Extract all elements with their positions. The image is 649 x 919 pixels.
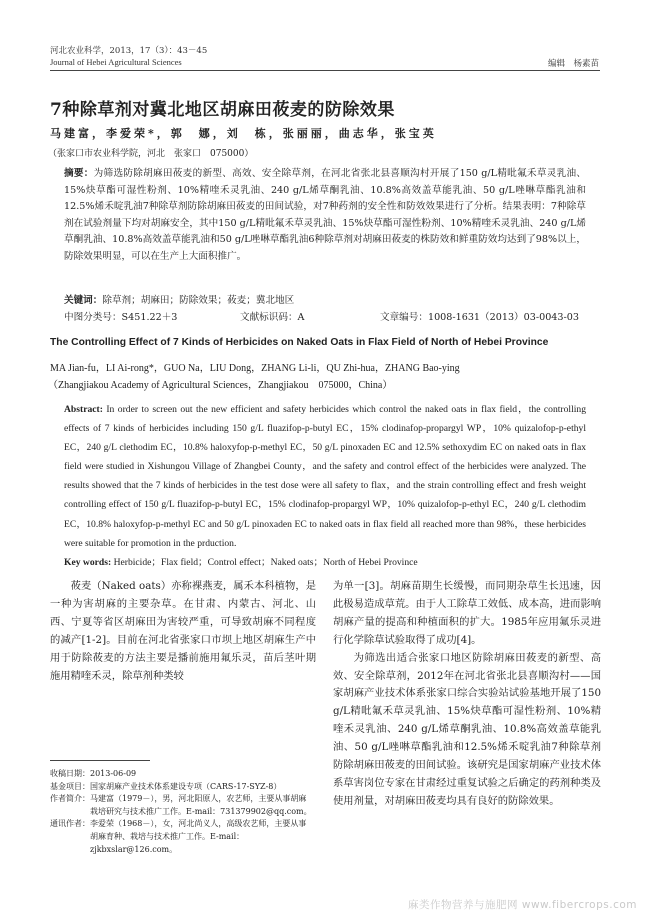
english-title: The Controlling Effect of 7 Kinds of Herbicides on Naked Oats in Flax Field of North of Hebei Province — [50, 337, 549, 348]
abstract-en-text: In order to screen out the new efficient and safety herbicides which control the naked oats in flax field，the controlling effects of 7 kinds of herbicides including 150 g/L fluazifop-p-butyl EC，15% clodinafop-propargyl WP，10% quizalofop-p-ethyl EC，240 g/L clethodim EC，10.8% haloxyfop-p-methyl EC，50 g/L pinoxaden EC and 12.5% sethoxydim EC on naked oats in flax field were studied in Xishungou Village of Zhangbei County，and the safety and control effect of the herbicides were analyzed. The results showed that the 7 kinds of herbicides in the test dose were all safety to flax，and the strain controlling effect and fresh weight controlling effect of 150 g/L fluazifop-p-butyl EC，15% clodinafop-propargyl WP，10% quizalofop-p-ethyl EC，240 g/L clethodim EC，10.8% haloxyfop-p-methyl EC and 50 g/L pinoxaden EC to naked oats in flax field all reached more than 98%，these herbicides were suitable for promotion in the prduction. — [64, 404, 586, 549]
body-paragraph: 为筛选出适合张家口地区防除胡麻田莜麦的新型、高效、安全除草剂，2012年在河北省张北县喜顺沟村——国家胡麻产业技术体系张家口综合实验站试验基地开展了150 g/L精吡氟禾草灵乳油、15%炔草酯可湿性粉剂、10%精喹禾灵乳油、240 g/L烯草酮乳油、10.8%高效盖草能乳油、50 g/L唑啉草酯乳油和12.5%烯禾啶乳油7种除草剂防除胡麻田莜麦的田间试验。该研究是国家胡麻产业技术体系草害岗位专家在甘肃经过重复试验之后确定的药剂种类及使用剂量，对胡麻田莜麦均具有良好的防除效果。 — [333, 651, 601, 807]
body-left-column — [50, 578, 316, 685]
document-code: 文献标识码：A — [240, 312, 305, 323]
paper-title: 7种除草剂对冀北地区胡麻田莜麦的防除效果 — [50, 100, 395, 120]
fund-note — [50, 781, 314, 794]
abstract-cn-label: 摘要： — [64, 168, 94, 179]
english-authors: MA Jian-fu，LI Ai-rong*，GUO Na，LIU Dong，ZHANG Li-li，QU Zhi-hua，ZHANG Bao-ying — [50, 363, 460, 374]
abstract-en — [64, 400, 586, 553]
footnote-rule — [50, 760, 150, 761]
abstract-cn — [64, 166, 586, 266]
body-paragraph: 莜麦（Naked oats）亦称裸燕麦，属禾本科植物，是一种为害胡麻的主要杂草。在甘肃、内蒙古、河北、山西、宁夏等省区胡麻田为害较严重，可导致胡麻不同程度的减产[1-2]。目前在河北省张家口市坝上地区胡麻生产中用于防除莜麦的方法主要是播前施用氟乐灵，苗后茎叶期施用精喹禾灵，除草剂种类较 — [50, 580, 316, 682]
english-affiliation: （Zhangjiakou Academy of Agricultural Sciences，Zhangjiakou 075000，China） — [48, 380, 393, 391]
abstract-en-label: Abstract: — [64, 404, 103, 415]
keywords-cn — [64, 292, 294, 306]
journal-name-en: Journal of Hebei Agricultural Sciences — [50, 57, 182, 67]
clc-number: 中图分类号：S451.22＋3 — [64, 312, 178, 323]
body-paragraph: 为单一[3]。胡麻苗期生长缓慢，而同期杂草生长迅速，因此极易造成草荒。由于人工除草工效低、成本高，进而影响胡麻产量的提高和种植面积的扩大。1985年应用氟乐灵进行化学除草试验取得了成功[4]。 — [333, 580, 601, 646]
article-number: 文章编号：1008-1631（2013）03-0043-03 — [380, 312, 579, 323]
author-note-label: 作者简介： — [50, 794, 90, 804]
journal-citation: 河北农业科学，2013，17（3）：43－45 — [50, 46, 208, 56]
corresponding-note — [50, 818, 314, 856]
corresponding-label: 通讯作者： — [50, 819, 90, 829]
keywords-en-text: Herbicide；Flax field；Control effect；Naked oats；North of Hebei Province — [113, 557, 418, 568]
fund-label: 基金项目： — [50, 781, 90, 791]
abstract-cn-text: 为筛选防除胡麻田莜麦的新型、高效、安全除草剂，在河北省张北县喜顺沟村开展了150 g/L精吡氟禾草灵乳油、15%炔草酯可湿性粉剂、10%精喹禾灵乳油、240 g/L烯草酮乳油、10.8%高效盖草能乳油、50 g/L唑啉草酯乳油和12.5%烯禾啶乳油7种除草剂防除胡麻田莜麦的田间试验，对7种药剂的安全性和防效效果进行了分析。结果表明：7种除草剂在试验剂量下均对胡麻安全，其中150 g/L精吡氟禾草灵乳油、15%炔草酯可湿性粉剂、10%精喹禾灵乳油、240 g/L烯草酮乳油、10.8%高效盖草能乳油和50 g/L唑啉草酯乳油6种除草剂对胡麻田莜麦的株防效和鲜重防效均达到了98%以上，防除效果明显，可以在生产上大面积推广。 — [64, 168, 586, 262]
received-date: 收稿日期：2013-06-09 — [50, 769, 137, 778]
watermark: 麻类作物营养与施肥网 www.fibercrops.com — [408, 899, 637, 911]
author-note — [50, 793, 314, 818]
body-right-column — [333, 578, 601, 811]
editor-name: 编辑 杨素苗 — [547, 59, 599, 69]
author-note-text: 马建富（1979－），男，河北阳原人，农艺师，主要从事胡麻栽培研究与技术推广工作。E-mail：731379902@qq.com。 — [90, 794, 312, 816]
fund-text: 国家胡麻产业技术体系建设专项（CARS-17-SYZ-8） — [90, 781, 282, 791]
footnotes — [50, 768, 314, 856]
header-rule — [50, 70, 600, 71]
keywords-en — [64, 554, 418, 568]
affiliation: （张家口市农业科学院，河北 张家口 075000） — [48, 149, 254, 159]
keywords-cn-text: 除草剂；胡麻田；防除效果；莜麦；冀北地区 — [102, 295, 295, 306]
keywords-en-label: Key words: — [64, 557, 112, 568]
author-list: 马建富，李爱荣*，郭 娜，刘 栋，张丽丽，曲志华，张宝英 — [50, 127, 437, 140]
corresponding-text: 李爱荣（1968－），女，河北尚义人，高级农艺师，主要从事胡麻育种、栽培与技术推广工作。E-mail：zjkbxslar@126.com。 — [90, 819, 307, 854]
keywords-cn-label: 关键词： — [64, 295, 103, 306]
